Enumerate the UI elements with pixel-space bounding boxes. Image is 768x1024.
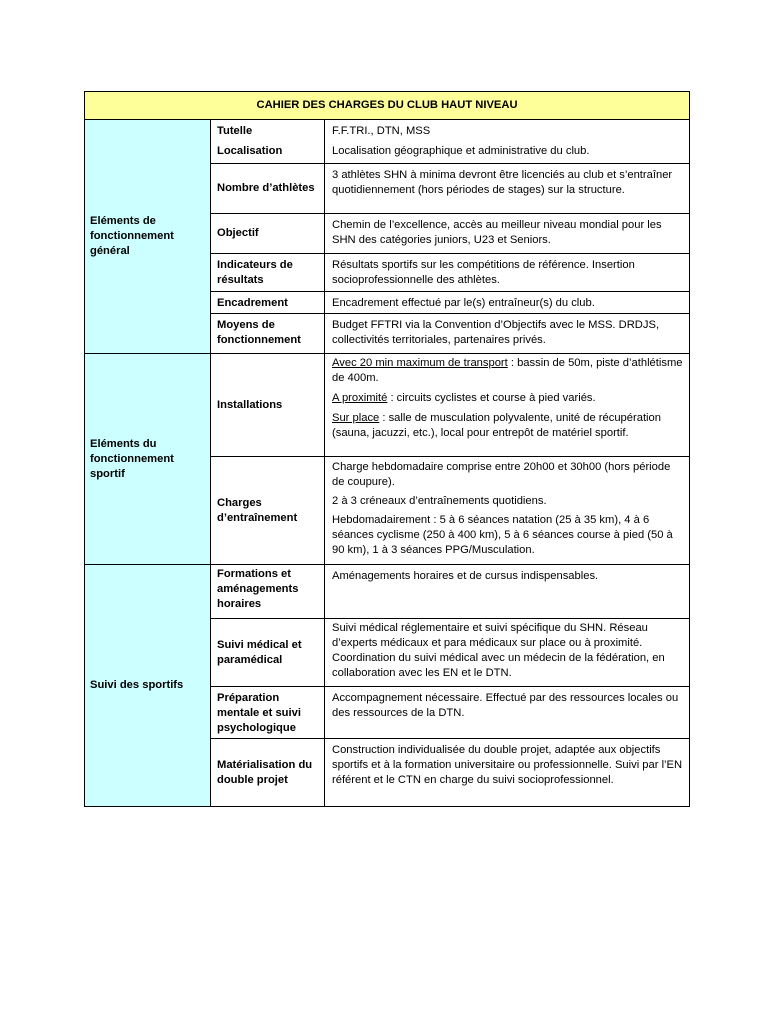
label-objectif: Objectif — [211, 214, 325, 254]
row-value-tutelle — [325, 120, 690, 164]
section-general: Eléments de fonctionnement général — [85, 120, 211, 354]
label-localisation: Localisation — [217, 145, 283, 157]
value-tutelle: F.F.TRI., DTN, MSS — [332, 125, 431, 137]
value-suivi-medical: Suivi médical réglementaire et suivi spécifique du SHN. Réseau d’experts médicaux et para médicaux sur place ou à proximité. Coordination du suivi médical avec un médecin de la fédération, en collaboration avec les EN et le DTN. — [325, 619, 690, 687]
installations-proximite-text: : circuits cyclistes et course à pied variés. — [387, 392, 596, 404]
installations-transport-label: Avec 20 min maximum de transport — [332, 357, 508, 369]
charges-creneaux: 2 à 3 créneaux d’entraînements quotidiens. — [332, 495, 547, 507]
label-materialisation: Matérialisation du double projet — [211, 739, 325, 807]
value-installations — [325, 354, 690, 457]
installations-proximite-label: A proximité — [332, 392, 388, 404]
value-materialisation: Construction individualisée du double projet, adaptée aux objectifs sportifs et à la formation universitaire ou professionnelle. Suivi par l’EN référent et le CTN en charge du suivi socioprofessionnel. — [325, 739, 690, 807]
row-label-tutelle — [211, 120, 325, 164]
value-nombre-athletes: 3 athlètes SHN à minima devront être licenciés au club et s’entraîner quotidiennement (hors périodes de stages) sur la structure. — [325, 164, 690, 214]
section-sportif: Eléments du fonctionnement sportif — [85, 354, 211, 565]
label-nombre-athletes: Nombre d’athlètes — [211, 164, 325, 214]
value-indicateurs: Résultats sportifs sur les compétitions de référence. Insertion socioprofessionnelle des athlètes. — [325, 254, 690, 292]
label-tutelle: Tutelle — [217, 125, 253, 137]
installations-proximite — [332, 391, 683, 406]
specifications-table — [84, 91, 690, 807]
charges-hebdomadaire: Charge hebdomadaire comprise entre 20h00 et 30h00 (hors période de coupure). — [332, 461, 671, 488]
section-suivi: Suivi des sportifs — [85, 565, 211, 807]
installations-sur-place — [332, 411, 683, 441]
label-installations: Installations — [211, 354, 325, 457]
installations-transport — [332, 356, 683, 386]
label-preparation: Préparation mentale et suivi psychologique — [211, 687, 325, 739]
table-title: CAHIER DES CHARGES DU CLUB HAUT NIVEAU — [85, 92, 690, 120]
installations-sur-place-label: Sur place — [332, 412, 380, 424]
installations-sur-place-text: : salle de musculation polyvalente, unité de récupération (sauna, jacuzzi, etc.), local pour entrepôt de matériel sportif. — [332, 412, 661, 439]
value-preparation: Accompagnement nécessaire. Effectué par des ressources locales ou des ressources de la DTN. — [325, 687, 690, 739]
label-suivi-medical: Suivi médical et paramédical — [211, 619, 325, 687]
label-moyens: Moyens de fonctionnement — [211, 314, 325, 354]
value-formations: Aménagements horaires et de cursus indispensables. — [325, 565, 690, 619]
label-formations: Formations et aménagements horaires — [211, 565, 325, 619]
label-encadrement: Encadrement — [211, 292, 325, 314]
value-localisation: Localisation géographique et administrative du club. — [332, 145, 590, 157]
value-objectif: Chemin de l’excellence, accès au meilleur niveau mondial pour les SHN des catégories juniors, U23 et Seniors. — [325, 214, 690, 254]
value-encadrement: Encadrement effectué par le(s) entraîneur(s) du club. — [325, 292, 690, 314]
label-indicateurs: Indicateurs de résultats — [211, 254, 325, 292]
value-charges — [325, 457, 690, 565]
charges-seances: Hebdomadairement : 5 à 6 séances natation (25 à 35 km), 4 à 6 séances cyclisme (250 à 400 km), 5 à 6 séances course à pied (50 à 90 km), 1 à 3 séances PPG/Musculation. — [332, 514, 673, 556]
label-charges: Charges d’entraînement — [211, 457, 325, 565]
installations-transport-text: : bassin de 50m, piste d’athlétisme de 400m. — [332, 357, 683, 384]
value-moyens: Budget FFTRI via la Convention d’Objectifs avec le MSS. DRDJS, collectivités territoriales, partenaires privés. — [325, 314, 690, 354]
